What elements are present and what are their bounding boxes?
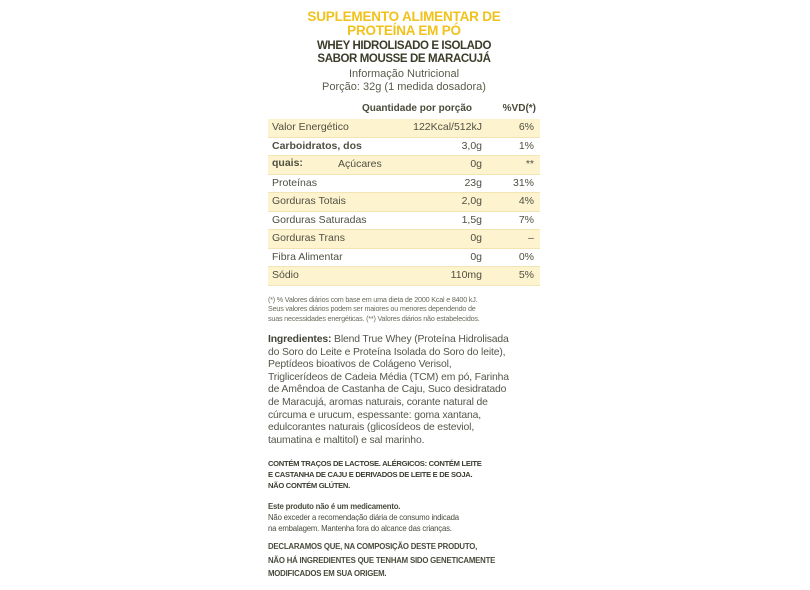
nutrient-name: Gorduras Totais — [272, 195, 346, 207]
nutrient-name: Fibra Alimentar — [272, 250, 343, 263]
nutrient-daily-value: 31% — [512, 176, 534, 189]
nutrient-daily-value: 0% — [518, 250, 534, 263]
table-row — [268, 212, 540, 231]
nutrient-quantity: 23g — [464, 176, 482, 189]
subtitle-line: WHEY HIDROLISADO E ISOLADO — [316, 40, 492, 52]
nutrient-name: Valor Energético — [272, 121, 349, 133]
nutrient-quantity: 2,0g — [461, 195, 482, 207]
product-title — [268, 10, 540, 38]
footnote-line: (*) % Valores diários com base em uma dieta de 2000 Kcal e 8400 kJ. — [268, 294, 478, 304]
nutrient-name: Açúcares — [338, 158, 382, 170]
allergen-line: NÃO CONTÉM GLÚTEN. — [268, 481, 350, 491]
gmo-declaration — [268, 540, 540, 581]
ingredients-line: do Soro do Leite e Proteína Isolada do Soro do leite), — [268, 346, 506, 358]
table-row — [268, 230, 540, 249]
nutrient-daily-value: 4% — [518, 195, 534, 207]
table-row — [268, 175, 540, 194]
table-row — [268, 267, 540, 286]
subtitle-line: SABOR MOUSSE DE MARACUJÁ — [317, 52, 491, 65]
product-subtitle — [268, 40, 540, 65]
declaration-line: MODIFICADOS EM SUA ORIGEM. — [268, 569, 387, 579]
ingredients-list — [268, 334, 540, 447]
nutrient-quantity: 0g — [470, 158, 482, 170]
nutrient-daily-value: 5% — [518, 269, 534, 281]
nutrient-name: Proteínas — [272, 176, 317, 189]
ingredients-line: cúrcuma e urucum, espessante: goma xantana, — [268, 409, 482, 421]
nutrient-quantity: 3,0g — [461, 139, 482, 152]
declaration-line: DECLARAMOS QUE, NA COMPOSIÇÃO DESTE PRODUTO, — [268, 542, 478, 552]
serving-size: Porção: 32g (1 medida dosadora) — [322, 80, 486, 93]
ingredients-line — [268, 334, 540, 347]
title-line: PROTEÍNA EM PÓ — [347, 23, 461, 38]
footnote-line: Seus valores diários podem ser maiores ou menores dependendo de — [268, 304, 476, 313]
nutrient-daily-value: 6% — [518, 121, 534, 133]
ingredients-line: taumatina e maltitol) e sal marinho. — [268, 434, 425, 446]
ingredients-line: de Amêndoa de Castanha de Caju, Suco desidratado — [268, 384, 507, 396]
nutrient-daily-value: 1% — [518, 139, 534, 152]
nutrient-quantity: 122Kcal/512kJ — [413, 121, 482, 133]
declaration-line: NÃO HÁ INGREDIENTES QUE TENHAM SIDO GENETICAMENTE — [268, 555, 496, 565]
allergen-line: E CASTANHA DE CAJU E DERIVADOS DE LEITE E DE SOJA. — [268, 470, 473, 480]
nutrition-info-heading — [268, 68, 540, 93]
nutrition-table-header — [268, 101, 540, 117]
ingredients-text: Blend True Whey (Proteína Hidrolisada — [331, 334, 509, 345]
title-line: SUPLEMENTO ALIMENTAR DE — [307, 9, 501, 24]
info-line: Informação Nutricional — [348, 68, 460, 80]
nutrient-name: Sódio — [272, 269, 299, 281]
header-daily-value: %VD(*) — [502, 103, 536, 114]
nutrient-name: Carboidratos, dos quais: — [272, 139, 362, 169]
table-row — [268, 249, 540, 268]
nutrition-table — [268, 119, 540, 286]
table-row — [268, 119, 540, 138]
medication-warning — [268, 501, 540, 534]
nutrient-quantity: 0g — [470, 250, 482, 263]
ingredients-line: Triglicerídeos de Cadeia Média (TCM) em pó, Farinha — [268, 371, 509, 383]
ingredients-line: de Maracujá, aromas naturais, corante natural de — [268, 396, 488, 408]
ingredients-line: Peptídeos bioativos de Colágeno Verisol, — [268, 359, 452, 371]
nutrient-name: Gorduras Trans — [272, 232, 345, 244]
daily-value-footnote — [268, 295, 540, 324]
warning-line: Este produto não é um medicamento. — [268, 502, 401, 512]
nutrient-daily-value: ** — [525, 158, 534, 170]
allergen-line: CONTÉM TRAÇOS DE LACTOSE. ALÉRGICOS: CONTÉM LEITE — [268, 459, 482, 469]
warning-line: Não exceder a recomendação diária de consumo indicada — [268, 513, 459, 523]
nutrient-name: Gorduras Saturadas — [272, 213, 367, 226]
ingredients-label: Ingredientes: — [268, 334, 332, 345]
allergen-warning — [268, 458, 540, 491]
nutrient-quantity: 1,5g — [461, 213, 482, 226]
nutrition-label — [268, 10, 540, 581]
ingredients-line: edulcorantes naturais (glicosídeos de esteviol, — [268, 422, 475, 434]
footnote-line: suas necessidades energéticas. (**) Valores diários não estabelecidos. — [268, 313, 480, 323]
header-quantity: Quantidade por porção — [361, 103, 472, 114]
table-row — [268, 156, 540, 175]
nutrient-quantity: 110mg — [450, 269, 482, 281]
nutrient-quantity: 0g — [470, 232, 482, 244]
nutrient-daily-value: 7% — [518, 213, 534, 226]
nutrient-daily-value: – — [528, 232, 534, 244]
warning-line: na embalagem. Mantenha fora do alcance das crianças. — [268, 524, 452, 534]
table-row — [268, 193, 540, 212]
